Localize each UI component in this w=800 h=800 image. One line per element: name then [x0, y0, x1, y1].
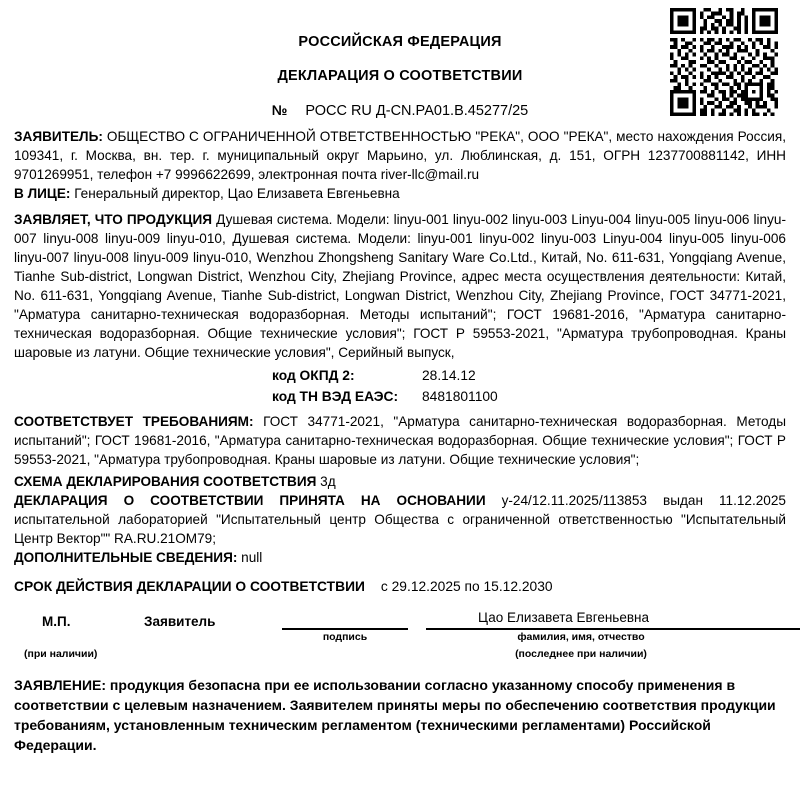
product-block — [14, 210, 786, 362]
product-text: Душевая система. Модели: linyu-001 linyu-002 linyu-003 Linyu-004 linyu-005 linyu-006 linyu-007 linyu-008 linyu-009 linyu-010, Душевая система. Модели: linyu-001 linyu-002 linyu-003 Linyu-004 linyu-005 linyu-006 linyu-007 linyu-008 linyu-009 linyu-010, Wenzhou Zhongsheng Sanitary Ware Co.Ltd., Китай, No. 611-631, Yongqiang Avenue, Tianhe Sub-district, Longwan District, Wenzhou City, Zhejiang Province, адрес места осуществления деятельности: Китай, No. 611-631, Yongqiang Avenue, Tianhe Sub-district, Longwan District, Wenzhou City, Zhejiang Province, ГОСТ 34771-2021, "Арматура санитарно-техническая водоразборная. Методы испытаний"; ГОСТ 19681-2016, "Арматура санитарно-техническая водоразборная. Общие технические условия"; ГОСТ Р 59553-2021, "Арматура трубопроводная. Краны шаровые из латуни. Общие технические условия", Серийный выпуск, — [14, 212, 787, 361]
additional-info-block — [14, 548, 786, 567]
document-body — [0, 127, 800, 756]
signer-name-line — [426, 628, 800, 630]
signer-name-caption-note: (последнее при наличии) — [515, 648, 647, 660]
qr-code — [670, 8, 778, 116]
signature-caption: подпись — [322, 631, 368, 643]
tnved-value: 8481801100 — [422, 389, 498, 405]
signature-line — [282, 628, 408, 630]
stamp-note: (при наличии) — [24, 648, 98, 660]
additional-info-value: null — [237, 549, 263, 565]
represented-by-text: Генеральный директор, Цао Елизавета Евгеньевна — [70, 186, 400, 202]
applicant-block — [14, 127, 786, 184]
number-symbol: № — [271, 102, 288, 118]
validity-label: СРОК ДЕЙСТВИЯ ДЕКЛАРАЦИИ О СООТВЕТСТВИИ — [14, 579, 365, 594]
conformity-label: СООТВЕТСТВУЕТ ТРЕБОВАНИЯМ: — [14, 413, 254, 429]
applicant-text: ОБЩЕСТВО С ОГРАНИЧЕННОЙ ОТВЕТСТВЕННОСТЬЮ "РЕКА", ООО "РЕКА", место нахождения Россия, 109341, г. Москва, вн. тер. г. муниципальный округ Марьино, ул. Люблинская, д. 151, ОГРН 1237700881142, ИНН 9701269951, телефон +7 9996622699, электронная почта river-llc@mail.ru — [14, 129, 786, 183]
tnved-label: код ТН ВЭД ЕАЭС: — [272, 389, 399, 405]
represented-by-block — [14, 184, 786, 203]
statement-block — [14, 676, 786, 756]
validity-block — [14, 579, 786, 594]
document-title: ДЕКЛАРАЦИЯ О СООТВЕТСТВИИ — [277, 68, 523, 84]
country-title: РОССИЙСКАЯ ФЕДЕРАЦИЯ — [298, 34, 502, 50]
applicant-label: ЗАЯВИТЕЛЬ: — [14, 129, 103, 144]
scheme-block — [14, 472, 786, 491]
scheme-label: СХЕМА ДЕКЛАРИРОВАНИЯ СООТВЕТСТВИЯ — [14, 473, 317, 489]
statement-label: ЗАЯВЛЕНИЕ: — [14, 677, 107, 693]
okpd-label: код ОКПД 2: — [272, 368, 355, 384]
additional-info-label: ДОПОЛНИТЕЛЬНЫЕ СВЕДЕНИЯ: — [14, 549, 238, 565]
signature-applicant-role: Заявитель — [144, 614, 216, 629]
code-row — [14, 366, 786, 387]
statement-text: продукция безопасна при ее использовании согласно указанному способу применения в соответствии с целевым назначением. Заявителем приняты меры по обеспечению соответствия продукции требованиям, установленным техническим регламентом (техническими регламентами) Российской Федерации. — [14, 677, 776, 753]
code-row — [14, 387, 786, 408]
product-label: ЗАЯВЛЯЕТ, ЧТО ПРОДУКЦИЯ — [14, 212, 213, 228]
qr-code-image — [670, 8, 778, 116]
signer-name-caption: фамилия, имя, отчество — [517, 631, 645, 643]
basis-text: у-24/12.11.2025/113853 выдан 11.12.2025 испытательной лабораторией "Испытательный центр Общества с ограниченной ответственностью "Испытательный Центр Вектор"" RA.RU.21ОМ79; — [14, 492, 786, 546]
represented-by-label: В ЛИЦЕ: — [14, 186, 71, 202]
okpd-value: 28.14.12 — [422, 368, 476, 384]
signature-block — [14, 612, 786, 674]
codes-block — [14, 366, 786, 407]
conformity-block — [14, 412, 786, 469]
scheme-value: 3д — [316, 473, 336, 489]
basis-block — [14, 491, 786, 548]
stamp-placeholder: М.П. — [42, 614, 71, 629]
conformity-text: ГОСТ 34771-2021, "Арматура санитарно-техническая водоразборная. Методы испытаний"; ГОСТ 19681-2016, "Арматура санитарно-техническая водоразборная. Общие технические условия"; ГОСТ Р 59553-2021, "Арматура трубопроводная. Краны шаровые из латуни. Общие технические условия"; — [14, 413, 786, 467]
declaration-number: РОСС RU Д-CN.РА01.В.45277/25 — [305, 103, 529, 119]
basis-label: ДЕКЛАРАЦИЯ О СООТВЕТСТВИИ ПРИНЯТА НА ОСНОВАНИИ — [14, 492, 486, 508]
validity-value: с 29.12.2025 по 15.12.2030 — [380, 579, 553, 594]
signer-name: Цао Елизавета Евгеньевна — [478, 610, 649, 625]
